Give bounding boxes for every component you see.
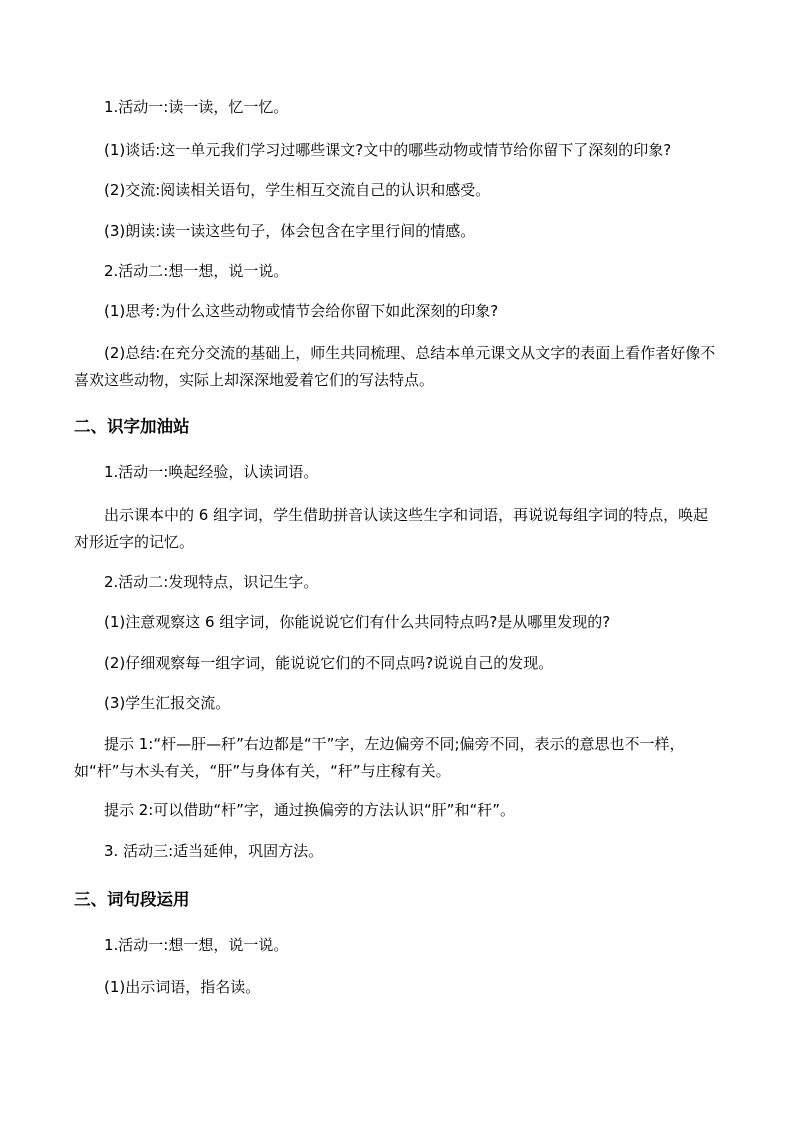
paragraph-exchange: (2)交流:阅读相关语句，学生相互交流自己的认识和感受。: [104, 181, 491, 199]
paragraph-talk: (1)谈话:这一单元我们学习过哪些课文?文中的哪些动物或情节给你留下了深刻的印象?: [104, 141, 672, 159]
paragraph-show-terms: (1)出示词语，指名读。: [104, 978, 261, 996]
paragraph-think: (1)思考:为什么这些动物或情节会给你留下如此深刻的印象?: [104, 302, 499, 320]
paragraph-literacy-activity-3: 3. 活动三:适当延伸，巩固方法。: [104, 842, 324, 860]
paragraph-observe-common: (1)注意观察这 6 组字词，你能说说它们有什么共同特点吗?是从哪里发现的?: [104, 613, 611, 631]
paragraph-sentence-activity-1: 1.活动一:想一想，说一说。: [104, 936, 289, 954]
paragraph-literacy-activity-2: 2.活动二:发现特点，识记生字。: [104, 573, 319, 591]
section-heading-literacy: 二、识字加油站: [74, 417, 190, 436]
paragraph-literacy-activity-1: 1.活动一:唤起经验，认读词语。: [104, 463, 319, 481]
paragraph-activity-1: 1.活动一:读一读，忆一忆。: [104, 98, 289, 116]
paragraph-hint-2: 提示 2:可以借助“杆”字，通过换偏旁的方法认识“肝”和“秆”。: [104, 801, 515, 819]
paragraph-activity-2: 2.活动二:想一想，说一说。: [104, 262, 289, 280]
paragraph-summary: (2)总结:在充分交流的基础上，师生共同梳理、总结本单元课文从文字的表面上看作者好像不喜欢这些动物，实际上却深深地爱着它们的写法特点。: [74, 344, 716, 389]
paragraph-report: (3)学生汇报交流。: [104, 694, 231, 712]
paragraph-hint-1: 提示 1:“杆—肝—秆”右边都是“干”字，左边偏旁不同;偏旁不同，表示的意思也不一样，如“杆”与木头有关，“肝”与身体有关，“秆”与庄稼有关。: [74, 735, 685, 780]
paragraph-show-words: 出示课本中的 6 组字词，学生借助拼音认读这些生字和词语，再说说每组字词的特点，唤起对形近字的记忆。: [74, 506, 709, 551]
paragraph-read-aloud: (3)朗读:读一读这些句子，体会包含在字里行间的情感。: [104, 222, 476, 240]
section-heading-sentence-use: 三、词句段运用: [74, 890, 190, 909]
paragraph-observe-differences: (2)仔细观察每一组字词，能说说它们的不同点吗?说说自己的发现。: [104, 654, 554, 672]
